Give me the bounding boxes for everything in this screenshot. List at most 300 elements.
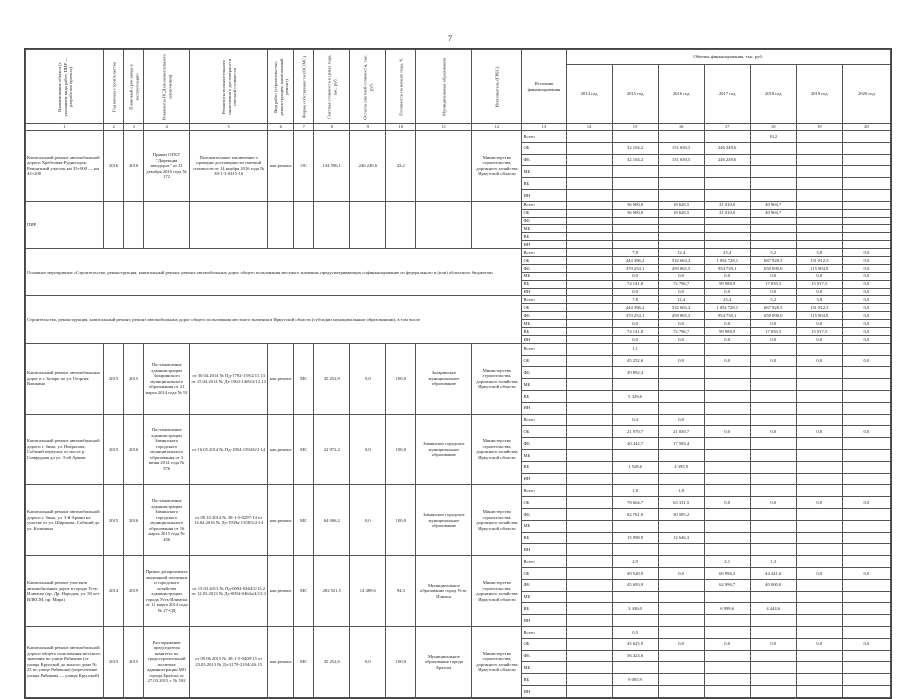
fin-value bbox=[658, 662, 704, 674]
fin-value: 1,8 bbox=[612, 485, 658, 497]
fin-value: 40 000,0 bbox=[750, 579, 796, 591]
fin-value: 0,0 bbox=[750, 272, 796, 280]
fin-value bbox=[796, 343, 842, 355]
section-title: Основное мероприятие «Строительство, реконструкция, капитальный ремонт, ремонт автомобильных дорог общего пользования местного значения, предусматривающих софинансирование из федерального и (или) областного бюджетов» bbox=[26, 249, 522, 296]
fin-value bbox=[796, 414, 842, 426]
fin-value: 1,8 bbox=[658, 485, 704, 497]
fin-value bbox=[796, 626, 842, 638]
cell-ready: 100,0 bbox=[386, 626, 416, 697]
fin-value: 0,0 bbox=[704, 288, 750, 296]
fin-value bbox=[566, 520, 612, 532]
fin-value bbox=[704, 685, 750, 697]
fin-value bbox=[566, 257, 612, 265]
fin-value bbox=[566, 328, 612, 336]
column-number: 2 bbox=[104, 124, 124, 131]
fin-value: 246 249,6 bbox=[704, 154, 750, 166]
column-number-row bbox=[26, 124, 891, 131]
source-label: НН bbox=[522, 189, 566, 201]
fin-value bbox=[750, 367, 796, 379]
fin-value bbox=[750, 343, 796, 355]
cell-grbs: Министерство строительства, дорожного хозяйства Иркутской области bbox=[472, 131, 522, 202]
fin-value bbox=[658, 367, 704, 379]
fin-value bbox=[658, 556, 704, 568]
year-header: 2020 год bbox=[842, 65, 890, 124]
fin-value: 131 812,3 bbox=[796, 257, 842, 265]
fin-value bbox=[612, 685, 658, 697]
source-label: ФБ bbox=[522, 312, 566, 320]
fin-value bbox=[796, 166, 842, 178]
fin-value bbox=[566, 449, 612, 461]
header-source: Источник финансирования bbox=[522, 50, 566, 124]
fin-value bbox=[796, 217, 842, 225]
fin-value: 151 650,5 bbox=[658, 154, 704, 166]
fin-value: 0,0 bbox=[750, 638, 796, 650]
column-number: 5 bbox=[190, 124, 268, 131]
cell-mo: Зиминское городское муниципальное образование bbox=[416, 485, 472, 556]
fin-value: 39 892,4 bbox=[612, 367, 658, 379]
cell-start bbox=[104, 201, 124, 248]
fin-value bbox=[612, 473, 658, 485]
fin-value bbox=[750, 225, 796, 233]
fin-value bbox=[796, 461, 842, 473]
fin-value bbox=[566, 142, 612, 154]
fin-value: 12,4 bbox=[658, 249, 704, 257]
fin-value bbox=[796, 603, 842, 615]
cell-own: МС bbox=[294, 343, 314, 414]
source-label: ВБ bbox=[522, 178, 566, 190]
source-label: МБ bbox=[522, 379, 566, 391]
fin-value bbox=[704, 485, 750, 497]
fin-value: 459 865,5 bbox=[658, 312, 704, 320]
fin-value bbox=[750, 615, 796, 627]
fin-value: 0,0 bbox=[796, 567, 842, 579]
cell-ready: 100,0 bbox=[386, 414, 416, 485]
fin-value bbox=[566, 379, 612, 391]
fin-value: 18 626,5 bbox=[658, 209, 704, 217]
source-label: ФБ bbox=[522, 217, 566, 225]
year-header: 2016 год bbox=[658, 65, 704, 124]
fin-value bbox=[566, 426, 612, 438]
fin-value bbox=[658, 402, 704, 414]
header-own: Форма собственности (ОС/МС) bbox=[294, 50, 314, 124]
fin-value: 63 331,5 bbox=[658, 497, 704, 509]
year-header: 2017 год bbox=[704, 65, 750, 124]
fin-value bbox=[842, 166, 890, 178]
source-label: Всего bbox=[522, 201, 566, 209]
fin-value bbox=[704, 131, 750, 143]
fin-value bbox=[704, 343, 750, 355]
cell-kind: кап.ремонт bbox=[268, 626, 294, 697]
cell-end bbox=[124, 201, 144, 248]
fin-value: 459 865,5 bbox=[658, 264, 704, 272]
fin-value bbox=[566, 264, 612, 272]
cell-start: 2014 bbox=[104, 556, 124, 627]
fin-value bbox=[704, 449, 750, 461]
cell-rest: 14 489,6 bbox=[350, 556, 386, 627]
fin-value bbox=[612, 449, 658, 461]
fin-value: 444 396,2 bbox=[612, 304, 658, 312]
fin-value bbox=[566, 638, 612, 650]
source-label: НН bbox=[522, 335, 566, 343]
fin-value: 12,4 bbox=[658, 296, 704, 304]
fin-value bbox=[842, 209, 890, 217]
fin-value bbox=[796, 685, 842, 697]
fin-value: 12 646,3 bbox=[658, 532, 704, 544]
cell-start: 2016 bbox=[104, 131, 124, 202]
fin-value: 0,0 bbox=[658, 335, 704, 343]
fin-value bbox=[842, 402, 890, 414]
source-label: ФБ bbox=[522, 154, 566, 166]
source-label: ФБ bbox=[522, 264, 566, 272]
fin-value: 2,9 bbox=[612, 556, 658, 568]
fin-value: 1 528,6 bbox=[612, 461, 658, 473]
fin-value bbox=[842, 674, 890, 686]
source-label: ОБ bbox=[522, 638, 566, 650]
header-cost: Сметная стоимость в ценах года, тыс. руб. bbox=[314, 50, 350, 124]
cell-mo: Заларинское муниципальное образование bbox=[416, 343, 472, 414]
column-number: 8 bbox=[314, 124, 350, 131]
fin-value bbox=[704, 225, 750, 233]
column-number: 4 bbox=[144, 124, 190, 131]
fin-value bbox=[750, 532, 796, 544]
column-number: 13 bbox=[522, 124, 566, 131]
fin-value bbox=[704, 391, 750, 403]
fin-value bbox=[612, 379, 658, 391]
fin-value: 69 996,3 bbox=[704, 567, 750, 579]
fin-value bbox=[566, 131, 612, 143]
fin-value: 0,0 bbox=[658, 355, 704, 367]
cell-cost: 134 596,1 bbox=[314, 131, 350, 202]
fin-value bbox=[842, 449, 890, 461]
fin-value bbox=[566, 225, 612, 233]
fin-value: 99 988,9 bbox=[704, 328, 750, 336]
fin-value bbox=[704, 626, 750, 638]
fin-value bbox=[566, 178, 612, 190]
source-label: ОБ bbox=[522, 257, 566, 265]
source-label: ОБ bbox=[522, 426, 566, 438]
fin-value: 115 904,9 bbox=[796, 312, 842, 320]
fin-value bbox=[658, 233, 704, 241]
fin-value: 0,0 bbox=[842, 296, 890, 304]
fin-value bbox=[566, 402, 612, 414]
cell-psd: Приказ ОГКУ "Дирекция автодорог" от 21 декабря 2016 года № 172 bbox=[144, 131, 190, 202]
source-label: ФБ bbox=[522, 579, 566, 591]
header-expert: Реквизиты положительного заключения о достоверности сметной стоимости bbox=[190, 50, 268, 124]
source-label: Всего bbox=[522, 131, 566, 143]
cell-psd bbox=[144, 201, 190, 248]
cell-mo bbox=[416, 201, 472, 248]
table-row bbox=[26, 414, 891, 426]
fin-value: 10,2 bbox=[750, 131, 796, 143]
fin-value bbox=[842, 241, 890, 249]
fin-value bbox=[658, 591, 704, 603]
cell-expert: от 15.03.2013 № Пд-0094-0464/2/13.2 от 12.03.2013 № Дз-0094-0464а/4/13.3 bbox=[190, 556, 268, 627]
cell-end: 2019 bbox=[124, 556, 144, 627]
fin-value: 3,8 bbox=[796, 296, 842, 304]
cell-name: Капитальный ремонт автомобильных дорог в г. Заларь по ул. Георгия Вашкина bbox=[26, 343, 104, 414]
fin-value bbox=[566, 241, 612, 249]
source-label: МБ bbox=[522, 449, 566, 461]
source-label: ОБ bbox=[522, 142, 566, 154]
fin-value bbox=[566, 343, 612, 355]
fin-value bbox=[750, 217, 796, 225]
fin-value bbox=[796, 367, 842, 379]
fin-value bbox=[612, 591, 658, 603]
cell-name: Капитальный ремонт участков автомобильных дорог в городе Усть-Илимске (пр. Др. Народов, ул. 50 лет ВЛКСМ, пр. Мира) bbox=[26, 556, 104, 627]
fin-value bbox=[566, 355, 612, 367]
fin-value bbox=[704, 591, 750, 603]
source-label: ВБ bbox=[522, 391, 566, 403]
source-label: Всего bbox=[522, 249, 566, 257]
fin-value bbox=[566, 473, 612, 485]
cell-grbs: Министерство строительства, дорожного хозяйства Иркутской области bbox=[472, 414, 522, 485]
fin-value: 49 528,9 bbox=[612, 567, 658, 579]
cell-cost: 282 921,5 bbox=[314, 556, 350, 627]
cell-cost: 45 252,9 bbox=[314, 343, 350, 414]
fin-value bbox=[566, 497, 612, 509]
column-number: 16 bbox=[658, 124, 704, 131]
fin-value: 0,0 bbox=[704, 638, 750, 650]
fin-value bbox=[842, 650, 890, 662]
source-label: НН bbox=[522, 544, 566, 556]
source-label: Всего bbox=[522, 414, 566, 426]
fin-value bbox=[566, 650, 612, 662]
fin-value bbox=[842, 201, 890, 209]
fin-value bbox=[566, 532, 612, 544]
fin-value: 370 254,1 bbox=[612, 264, 658, 272]
fin-value bbox=[658, 217, 704, 225]
fin-value bbox=[750, 438, 796, 450]
header-rest: Остаток сметной стоимости, тыс. руб. bbox=[350, 50, 386, 124]
fin-value bbox=[750, 414, 796, 426]
fin-value: 4 395,9 bbox=[658, 461, 704, 473]
financing-table bbox=[25, 49, 891, 698]
cell-mo bbox=[416, 131, 472, 202]
column-number: 1 bbox=[26, 124, 104, 131]
fin-value bbox=[796, 449, 842, 461]
fin-value: 667 928,5 bbox=[750, 304, 796, 312]
fin-value bbox=[842, 438, 890, 450]
fin-value bbox=[842, 343, 890, 355]
fin-value bbox=[704, 674, 750, 686]
fin-value bbox=[566, 438, 612, 450]
fin-value: 246 249,6 bbox=[704, 142, 750, 154]
fin-value bbox=[842, 615, 890, 627]
cell-ready: 94,3 bbox=[386, 556, 416, 627]
source-label: МБ bbox=[522, 662, 566, 674]
fin-value: 131 812,3 bbox=[796, 304, 842, 312]
fin-value: 74 141,8 bbox=[612, 280, 658, 288]
fin-value bbox=[704, 473, 750, 485]
cell-psd: Приказ департамента жилищной политики и городского хозяйства администрации города Усть-Илимска от 11 марта 2014 года № 27-ОД bbox=[144, 556, 190, 627]
cell-start: 2015 bbox=[104, 485, 124, 556]
cell-rest: 0,0 bbox=[350, 414, 386, 485]
fin-value bbox=[750, 154, 796, 166]
source-label: МБ bbox=[522, 320, 566, 328]
fin-value bbox=[566, 626, 612, 638]
fin-value: 0,0 bbox=[842, 335, 890, 343]
fin-value bbox=[842, 520, 890, 532]
fin-value bbox=[796, 233, 842, 241]
fin-value bbox=[658, 225, 704, 233]
cell-start: 2015 bbox=[104, 626, 124, 697]
cell-psd: Постановление администрации Зиминского городского муниципального образования от 3 июня 2014 года № 976 bbox=[144, 414, 190, 485]
header-start: Год начала строительства bbox=[104, 50, 124, 124]
fin-value bbox=[704, 508, 750, 520]
fin-value: 99 988,9 bbox=[704, 280, 750, 288]
source-label: ВБ bbox=[522, 461, 566, 473]
fin-value bbox=[796, 201, 842, 209]
table-body bbox=[26, 131, 891, 698]
fin-value: 0,0 bbox=[704, 355, 750, 367]
fin-value bbox=[566, 166, 612, 178]
fin-value bbox=[750, 662, 796, 674]
source-label: ОБ bbox=[522, 209, 566, 217]
cell-mo: Зиминское городское муниципальное образование bbox=[416, 414, 472, 485]
cell-grbs: Министерство строительства, дорожного хозяйства Иркутской области bbox=[472, 556, 522, 627]
fin-value: 667 928,5 bbox=[750, 257, 796, 265]
fin-value: 0,0 bbox=[796, 497, 842, 509]
fin-value: 0,0 bbox=[842, 497, 890, 509]
fin-value: 78 664,7 bbox=[612, 497, 658, 509]
fin-value bbox=[842, 603, 890, 615]
cell-rest: 0,0 bbox=[350, 485, 386, 556]
fin-value bbox=[704, 461, 750, 473]
section-row bbox=[26, 296, 891, 304]
fin-value bbox=[658, 189, 704, 201]
fin-value: 25,4 bbox=[704, 296, 750, 304]
cell-kind: кап.ремонт bbox=[268, 414, 294, 485]
fin-value bbox=[612, 544, 658, 556]
fin-value bbox=[566, 233, 612, 241]
fin-value bbox=[566, 367, 612, 379]
fin-value bbox=[750, 233, 796, 241]
fin-value: 44 441,6 bbox=[750, 567, 796, 579]
fin-value bbox=[796, 379, 842, 391]
fin-value bbox=[658, 391, 704, 403]
fin-value bbox=[842, 367, 890, 379]
fin-value: 0,0 bbox=[796, 320, 842, 328]
cell-expert: от 09.06.2015 № 38-1-5-0408-15 от 23.05.2013 № Дз-2179-2194/4/6.15 bbox=[190, 626, 268, 697]
cell-own: МС bbox=[294, 485, 314, 556]
fin-value bbox=[796, 154, 842, 166]
fin-value bbox=[704, 438, 750, 450]
fin-value bbox=[704, 650, 750, 662]
fin-value bbox=[566, 335, 612, 343]
fin-value bbox=[796, 615, 842, 627]
fin-value bbox=[704, 379, 750, 391]
fin-value bbox=[796, 209, 842, 217]
fin-value bbox=[566, 154, 612, 166]
fin-value: 0,0 bbox=[842, 280, 890, 288]
fin-value: 2,1 bbox=[704, 556, 750, 568]
fin-value bbox=[704, 178, 750, 190]
column-number: 11 bbox=[416, 124, 472, 131]
fin-value bbox=[842, 556, 890, 568]
fin-value: 954 739,1 bbox=[704, 264, 750, 272]
cell-expert bbox=[190, 201, 268, 248]
fin-value: 17 835,5 bbox=[750, 328, 796, 336]
fin-value bbox=[566, 312, 612, 320]
fin-value bbox=[658, 579, 704, 591]
cell-psd: Постановление администрации Зиминского городского муниципального образования от 16 марта 2015 года № 456 bbox=[144, 485, 190, 556]
fin-value bbox=[842, 391, 890, 403]
cell-cost: 64 006,2 bbox=[314, 485, 350, 556]
fin-value bbox=[750, 520, 796, 532]
fin-value: 0,0 bbox=[612, 320, 658, 328]
fin-value: 7,8 bbox=[612, 296, 658, 304]
fin-value bbox=[658, 473, 704, 485]
fin-value bbox=[796, 189, 842, 201]
fin-value bbox=[566, 579, 612, 591]
source-label: МБ bbox=[522, 520, 566, 532]
fin-value bbox=[658, 626, 704, 638]
source-label: ФБ bbox=[522, 367, 566, 379]
column-number: 15 bbox=[612, 124, 658, 131]
header-name: Наименование объекта (с указанием вида работ, ПИР — разработки проекта) bbox=[26, 50, 104, 124]
cell-end: 2016 bbox=[124, 414, 144, 485]
fin-value bbox=[796, 650, 842, 662]
cell-name: Капитальный ремонт автомобильной дороги г. Зима, ул. 3-й Армии на участке от ул. Ширшова, Собачий до ул. Калинина bbox=[26, 485, 104, 556]
fin-value bbox=[612, 520, 658, 532]
fin-value: 0,0 bbox=[750, 288, 796, 296]
cell-own: МС bbox=[294, 556, 314, 627]
fin-value bbox=[566, 508, 612, 520]
fin-value bbox=[658, 544, 704, 556]
cell-end: 2016 bbox=[124, 131, 144, 202]
fin-value bbox=[566, 615, 612, 627]
fin-value bbox=[612, 217, 658, 225]
cell-start: 2015 bbox=[104, 343, 124, 414]
fin-value bbox=[612, 178, 658, 190]
fin-value bbox=[566, 674, 612, 686]
column-number: 7 bbox=[294, 124, 314, 131]
fin-value bbox=[612, 225, 658, 233]
fin-value: 17 835,5 bbox=[750, 280, 796, 288]
fin-value bbox=[566, 201, 612, 209]
fin-value: 1,1 bbox=[612, 343, 658, 355]
header-mo: Муниципальные образования bbox=[416, 50, 472, 124]
fin-value bbox=[750, 449, 796, 461]
fin-value bbox=[842, 685, 890, 697]
fin-value bbox=[704, 532, 750, 544]
source-label: НН bbox=[522, 241, 566, 249]
table-row bbox=[26, 201, 891, 209]
source-label: ВБ bbox=[522, 233, 566, 241]
fin-value bbox=[796, 241, 842, 249]
fin-value bbox=[566, 217, 612, 225]
fin-value bbox=[796, 674, 842, 686]
cell-name: ПИР bbox=[26, 201, 104, 248]
fin-value: 0,0 bbox=[750, 320, 796, 328]
fin-value: 15 917,5 bbox=[796, 280, 842, 288]
fin-value: 3,8 bbox=[796, 249, 842, 257]
fin-value bbox=[750, 241, 796, 249]
cell-ready bbox=[386, 201, 416, 248]
fin-value: 21 030,7 bbox=[658, 426, 704, 438]
cell-mo: Муниципальное образование город Усть-Илимск bbox=[416, 556, 472, 627]
fin-value bbox=[750, 178, 796, 190]
fin-value: 0,0 bbox=[704, 320, 750, 328]
fin-value: 72 796,7 bbox=[658, 328, 704, 336]
fin-value bbox=[566, 189, 612, 201]
fin-value bbox=[750, 402, 796, 414]
cell-grbs: Министерство строительства, дорожного хозяйства Иркутской области bbox=[472, 626, 522, 697]
cell-kind: кап.ремонт bbox=[268, 343, 294, 414]
section-title: Строительство, реконструкция, капитальный ремонт, ремонт автомобильных дорог общего пользования местного значения в Иркутской области (субсидии муниципальным образованиям), в том числе bbox=[26, 296, 522, 343]
cell-psd: Постановление администрации Заларинского муниципального образования от 21 марта 2014 года № 91 bbox=[144, 343, 190, 414]
fin-value bbox=[842, 217, 890, 225]
